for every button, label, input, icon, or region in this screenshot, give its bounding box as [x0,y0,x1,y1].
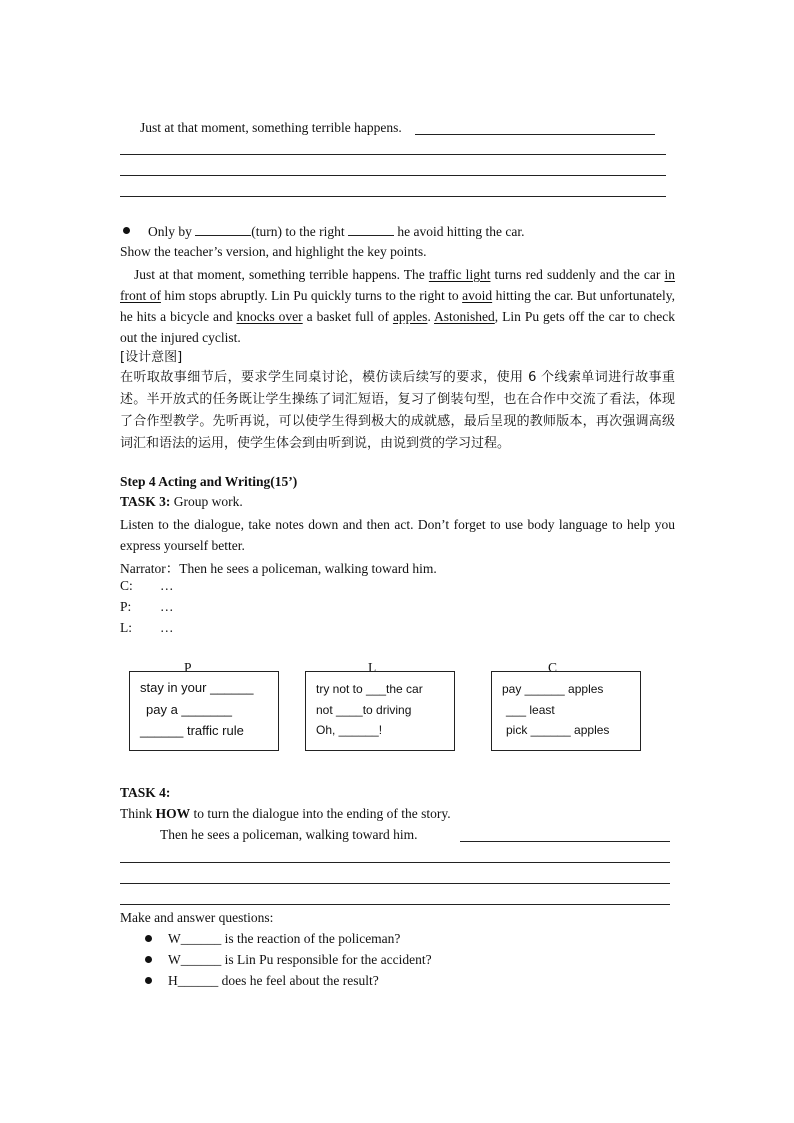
role-line-p: P: … [120,599,174,614]
box-label-l: L [368,660,377,675]
intro-sentence: Just at that moment, something terrible happens. [140,120,402,135]
writing-line[interactable] [120,154,666,155]
question-item: W______ is the reaction of the policeman? [168,931,401,946]
teacher-note: Show the teacher’s version, and highlight the key points. [120,244,427,259]
task4-sentence: Then he sees a policeman, walking toward him. [160,827,418,842]
linpu-hint-box: try not to ___the car not ____to driving Oh, ______! [305,671,455,751]
key-phrase: avoid [462,288,493,303]
key-phrase: in front of [120,267,676,303]
task3-instructions: Listen to the dialogue, take notes down and then act. Don’t forget to use body language to help you express yourself better. [120,517,675,553]
task3-heading: TASK 3: Group work. [120,494,243,509]
key-phrase: knocks over [236,309,303,324]
qa-heading: Make and answer questions: [120,910,274,925]
design-heading: [设计意图] [120,350,183,365]
writing-line[interactable] [120,862,670,863]
step4-heading: Step 4 Acting and Writing(15’) [120,474,298,489]
writing-line[interactable] [120,196,666,197]
writing-line[interactable] [415,134,655,135]
question-item: H______ does he feel about the result? [168,973,379,988]
writing-line[interactable] [120,883,670,884]
key-phrase: apples [392,309,428,324]
bullet-icon [145,956,152,963]
bullet-icon [145,977,152,984]
box-label-c: C [548,660,558,675]
teacher-version-paragraph: Just at that moment, something terrible happens. The traffic light turns red suddenly and the car in front of him stops abruptly. Lin Pu quickly turns to the right to avoid hitting the car. But unfortunately, he hits a bicycle and knocks over a basket full of apples. Astonished, Lin Pu gets off the car to check out the injured cyclist. [120,267,676,345]
role-line-l: L: … [120,620,174,635]
task4-heading: TASK 4: [120,785,171,800]
writing-line[interactable] [120,904,670,905]
answer-blank[interactable] [348,223,394,236]
narrator-line: Narrator：Then he sees a policeman, walking toward him. [120,561,437,576]
writing-line[interactable] [460,841,670,842]
task4-instruction: Think HOW to turn the dialogue into the ending of the story. [120,806,451,821]
policeman-hint-box: stay in your ______ pay a _______ ______ traffic rule [129,671,279,751]
writing-line[interactable] [120,175,666,176]
box-label-p: P [184,660,192,675]
bullet-icon [145,935,152,942]
bullet-icon [123,227,130,234]
bullet-exercise: Only by (turn) to the right he avoid hitting the car. [148,224,525,239]
design-body: 在听取故事细节后，要求学生同桌讨论，模仿读后续写的要求，使用 6 个线索单词进行故事重述。半开放式的任务既让学生操练了词汇短语，复习了倒装句型，也在合作中交流了看法，体现了合作型教学。先听再说，可以使学生得到极大的成就感，最后呈现的教师版本，再次强调高级词汇和语法的运用，使学生体会到由听到说，由说到赏的学习过程。 [120,370,675,451]
cyclist-hint-box: pay ______ apples ___ least pick ______ apples [491,671,641,751]
key-phrase: traffic light [428,267,491,282]
role-line-c: C: … [120,578,174,593]
key-phrase: Astonished [434,309,495,324]
answer-blank[interactable] [195,223,251,236]
question-item: W______ is Lin Pu responsible for the accident? [168,952,432,967]
